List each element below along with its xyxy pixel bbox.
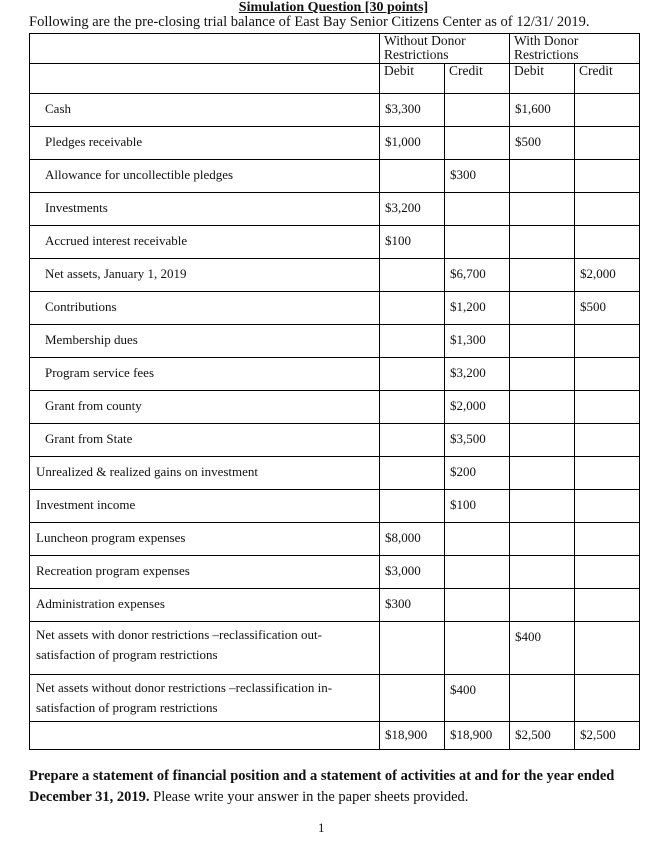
amount-wo-debit: $3,300 xyxy=(380,94,445,127)
total-w-credit: $2,500 xyxy=(575,722,640,750)
amount-wo-debit xyxy=(380,325,445,358)
table-row xyxy=(30,589,640,622)
amount-w-credit: $500 xyxy=(575,292,640,325)
amount-wo-credit: $300 xyxy=(445,160,510,193)
amount-w-debit xyxy=(510,490,575,523)
table-row xyxy=(30,94,640,127)
amount-w-debit xyxy=(510,226,575,259)
amount-wo-debit: $3,000 xyxy=(380,556,445,589)
amount-wo-debit xyxy=(380,292,445,325)
table-row xyxy=(30,556,640,589)
amount-wo-credit: $1,300 xyxy=(445,325,510,358)
amount-w-debit: $400 xyxy=(510,622,575,675)
amount-wo-credit xyxy=(445,523,510,556)
amount-w-credit: $2,000 xyxy=(575,259,640,292)
amount-w-credit xyxy=(575,424,640,457)
amount-w-credit xyxy=(575,523,640,556)
amount-wo-debit: $100 xyxy=(380,226,445,259)
account-name: Grant from State xyxy=(30,424,380,457)
table-row xyxy=(30,259,640,292)
account-name: Administration expenses xyxy=(30,589,380,622)
header-credit: Credit xyxy=(575,64,640,94)
amount-wo-credit: $3,200 xyxy=(445,358,510,391)
amount-w-credit xyxy=(575,94,640,127)
amount-wo-credit: $2,000 xyxy=(445,391,510,424)
totals-row xyxy=(30,722,640,750)
account-name: Membership dues xyxy=(30,325,380,358)
amount-wo-debit xyxy=(380,391,445,424)
account-name: Net assets with donor restrictions –reclassification out-satisfaction of program restrictions xyxy=(30,622,380,675)
amount-w-debit xyxy=(510,556,575,589)
amount-wo-debit xyxy=(380,160,445,193)
amount-wo-debit xyxy=(380,457,445,490)
amount-wo-credit: $400 xyxy=(445,675,510,722)
account-name: Cash xyxy=(30,94,380,127)
amount-w-debit xyxy=(510,589,575,622)
amount-wo-credit: $1,200 xyxy=(445,292,510,325)
table-row xyxy=(30,358,640,391)
table-row xyxy=(30,457,640,490)
table-row xyxy=(30,391,640,424)
amount-wo-debit xyxy=(380,622,445,675)
amount-wo-debit xyxy=(380,259,445,292)
amount-wo-debit: $300 xyxy=(380,589,445,622)
account-name: Net assets, January 1, 2019 xyxy=(30,259,380,292)
amount-w-debit xyxy=(510,160,575,193)
amount-wo-credit xyxy=(445,589,510,622)
amount-wo-credit: $200 xyxy=(445,457,510,490)
account-name: Luncheon program expenses xyxy=(30,523,380,556)
amount-w-debit xyxy=(510,193,575,226)
header-debit: Debit xyxy=(510,64,575,94)
amount-w-debit xyxy=(510,259,575,292)
amount-wo-credit: $100 xyxy=(445,490,510,523)
header-dc-row xyxy=(30,64,640,94)
table-row xyxy=(30,325,640,358)
page-title: Simulation Question [30 points] xyxy=(238,0,429,15)
table-row xyxy=(30,424,640,457)
amount-w-credit xyxy=(575,325,640,358)
amount-wo-debit xyxy=(380,490,445,523)
table-row xyxy=(30,675,640,722)
amount-w-debit xyxy=(510,523,575,556)
page-number: 1 xyxy=(318,820,325,835)
table-row xyxy=(30,490,640,523)
account-name: Recreation program expenses xyxy=(30,556,380,589)
account-name: Allowance for uncollectible pledges xyxy=(30,160,380,193)
amount-w-credit xyxy=(575,675,640,722)
table-row xyxy=(30,523,640,556)
amount-wo-debit xyxy=(380,675,445,722)
table-row xyxy=(30,160,640,193)
amount-w-credit xyxy=(575,622,640,675)
amount-wo-credit xyxy=(445,94,510,127)
amount-w-credit xyxy=(575,391,640,424)
amount-wo-credit xyxy=(445,556,510,589)
amount-wo-credit xyxy=(445,622,510,675)
account-name: Grant from county xyxy=(30,391,380,424)
account-name: Investment income xyxy=(30,490,380,523)
account-name: Accrued interest receivable xyxy=(30,226,380,259)
amount-w-credit xyxy=(575,457,640,490)
total-wo-debit: $18,900 xyxy=(380,722,445,750)
amount-wo-credit: $6,700 xyxy=(445,259,510,292)
header-credit: Credit xyxy=(445,64,510,94)
total-wo-credit: $18,900 xyxy=(445,722,510,750)
amount-w-debit xyxy=(510,358,575,391)
amount-wo-debit xyxy=(380,358,445,391)
header-debit: Debit xyxy=(380,64,445,94)
intro-text: Following are the pre-closing trial balance of East Bay Senior Citizens Center as of 12/31/ 2019. xyxy=(29,14,590,30)
amount-w-credit xyxy=(575,226,640,259)
trial-balance-table xyxy=(29,33,640,750)
account-name: Contributions xyxy=(30,292,380,325)
amount-wo-debit: $3,200 xyxy=(380,193,445,226)
amount-wo-credit xyxy=(445,193,510,226)
amount-w-credit xyxy=(575,358,640,391)
amount-wo-credit xyxy=(445,127,510,160)
table-row xyxy=(30,292,640,325)
amount-wo-debit: $1,000 xyxy=(380,127,445,160)
amount-w-credit xyxy=(575,589,640,622)
amount-w-credit xyxy=(575,490,640,523)
amount-wo-debit: $8,000 xyxy=(380,523,445,556)
amount-w-credit xyxy=(575,160,640,193)
instructions: Prepare a statement of financial position and a statement of activities at and for the year ended December 31, 2019. Please write your answer in the paper sheets provided. xyxy=(29,768,615,805)
table-row xyxy=(30,193,640,226)
account-name: Investments xyxy=(30,193,380,226)
amount-w-debit xyxy=(510,424,575,457)
amount-w-debit xyxy=(510,457,575,490)
header-without-donor: Without Donor Restrictions xyxy=(380,34,510,64)
total-w-debit: $2,500 xyxy=(510,722,575,750)
amount-w-debit xyxy=(510,325,575,358)
header-with-donor: With Donor Restrictions xyxy=(510,34,640,64)
account-name: Net assets without donor restrictions –reclassification in-satisfaction of program restrictions xyxy=(30,675,380,722)
amount-wo-debit xyxy=(380,424,445,457)
account-name: Unrealized & realized gains on investment xyxy=(30,457,380,490)
account-name: Program service fees xyxy=(30,358,380,391)
amount-w-debit xyxy=(510,675,575,722)
table-row xyxy=(30,127,640,160)
amount-w-debit: $500 xyxy=(510,127,575,160)
amount-w-debit: $1,600 xyxy=(510,94,575,127)
amount-w-debit xyxy=(510,391,575,424)
header-group-row xyxy=(30,34,640,64)
amount-wo-credit: $3,500 xyxy=(445,424,510,457)
amount-wo-credit xyxy=(445,226,510,259)
amount-w-debit xyxy=(510,292,575,325)
amount-w-credit xyxy=(575,556,640,589)
account-name: Pledges receivable xyxy=(30,127,380,160)
table-row xyxy=(30,226,640,259)
amount-w-credit xyxy=(575,193,640,226)
amount-w-credit xyxy=(575,127,640,160)
table-row xyxy=(30,622,640,675)
